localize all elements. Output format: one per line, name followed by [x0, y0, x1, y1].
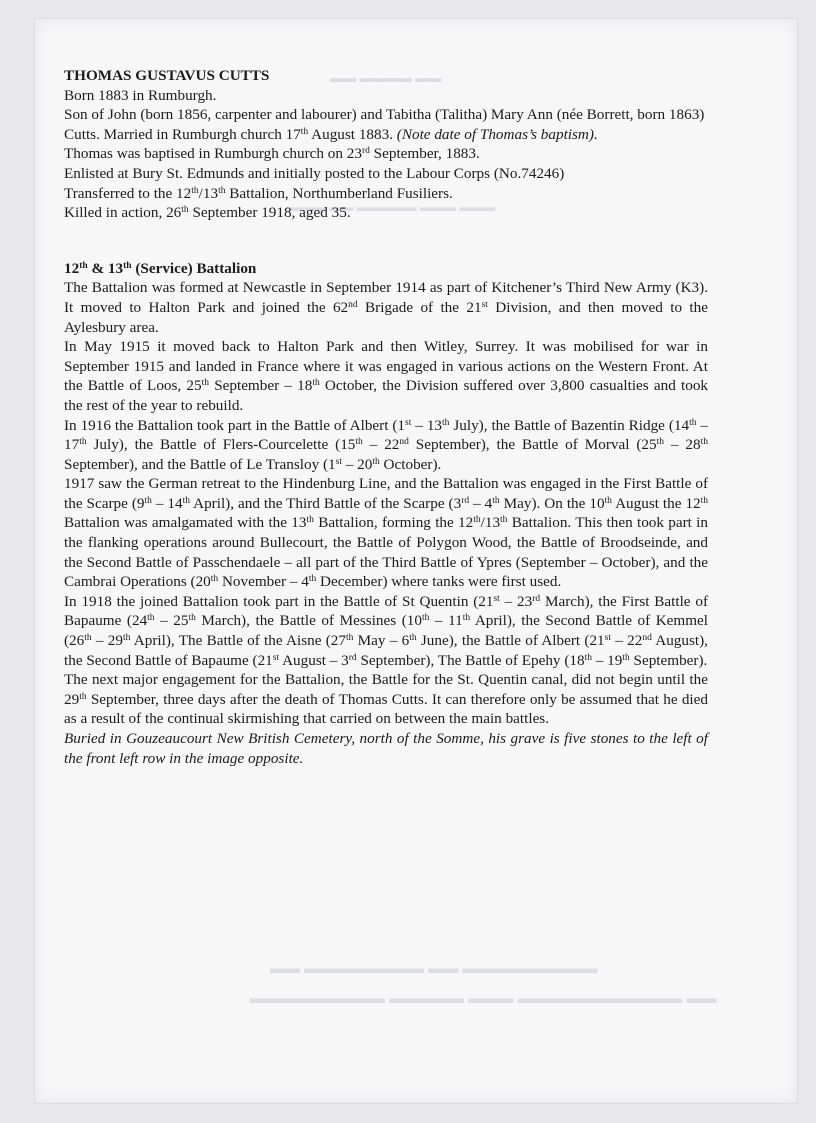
text-run: Thomas was baptised in Rumburgh church on 23	[64, 145, 362, 163]
ordinal-suffix: th	[147, 613, 155, 624]
ordinal-suffix: th	[188, 613, 196, 624]
ordinal-suffix: th	[689, 417, 697, 428]
ordinal-suffix: th	[79, 691, 87, 702]
text-run: In 1916 the Battalion took part in the Battle of Albert (1	[64, 416, 406, 434]
text-run: August), the Second Battle of Bapaume (21	[64, 632, 708, 669]
ordinal-suffix: rd	[348, 652, 357, 663]
bio-line	[64, 203, 708, 223]
ordinal-suffix: th	[122, 633, 131, 644]
text-run: November – 4	[218, 573, 309, 591]
ordinal-suffix: th	[312, 378, 320, 389]
ordinal-suffix: th	[372, 456, 380, 467]
text-run: August – 3	[279, 651, 349, 669]
history-paragraph	[64, 337, 708, 415]
text-run: In 1918 the joined Battalion took part in the Battle of St Quentin (21	[64, 592, 494, 610]
ordinal-suffix: rd	[461, 495, 470, 506]
bleed-through-text-low2: ▬▬ ▬▬▬▬▬▬▬▬▬▬▬ ▬▬▬ ▬▬▬▬▬ ▬▬▬▬▬▬▬▬▬	[250, 990, 717, 1007]
text-run: Battalion. This then took part in the flanking operations around Bullecourt, the Battle of Polygon Wood, the Battle of Broodseinde, and the Second Battle of Passchendaele – all part of the Third Battle of Ypres (September – October), and the Cambrai Operations (20	[64, 514, 708, 591]
text-run: September), and the Battle of Le Transloy (1	[64, 455, 336, 473]
text-run: – 23	[499, 592, 533, 610]
text-run: – 22	[362, 436, 400, 454]
ordinal-suffix: th	[201, 378, 209, 389]
text-run: (Service) Battalion	[131, 259, 257, 277]
text-run: – 19	[591, 651, 623, 669]
page-title: THOMAS GUSTAVUS CUTTS	[64, 67, 270, 84]
text-run: – 11	[429, 612, 463, 630]
ordinal-suffix: st	[493, 593, 500, 604]
text-run: September – 18	[209, 377, 313, 395]
ordinal-suffix: th	[191, 185, 199, 196]
bleed-through-text-mid: ▬▬▬ ▬▬▬ ▬▬▬▬▬ ▬▬ ▬▬▬	[290, 200, 496, 214]
text-run: September, 1883.	[369, 145, 480, 163]
battalion-history	[64, 278, 708, 768]
text-run: Battalion was amalgamated with the 13	[64, 514, 307, 532]
text-run: & 13	[87, 259, 124, 277]
text-run: The Battalion was formed at Newcastle in September 1914 as part of Kitchener’s Third New Army (K3). It moved to Halton Park and joined the 62	[64, 279, 708, 316]
ordinal-suffix: th	[700, 495, 709, 506]
ordinal-suffix: th	[79, 260, 88, 271]
text-run: – 17	[64, 416, 709, 454]
section-heading	[64, 259, 708, 279]
bleed-through-text-low: ▬▬▬▬▬▬▬▬▬ ▬▬ ▬▬▬▬▬▬▬▬ ▬▬	[270, 960, 598, 977]
italic-note: Buried in Gouzeaucourt New British Cemetery, north of the Somme, his grave is five stones to the left of the front left row in the image opposite.	[64, 730, 708, 767]
text-run: – 14	[151, 494, 183, 512]
text-run: May). On the 10	[499, 494, 605, 512]
document-body	[64, 66, 708, 768]
ordinal-suffix: nd	[348, 299, 358, 310]
text-run: August the 12	[611, 494, 701, 512]
spacer	[64, 223, 708, 259]
text-run: December) where tanks were first used.	[316, 573, 562, 591]
ordinal-suffix: th	[79, 437, 87, 448]
text-run: /13	[480, 514, 501, 532]
ordinal-suffix: th	[442, 417, 450, 428]
text-run: May – 6	[353, 632, 410, 650]
text-run: Battalion, forming the 12	[313, 514, 474, 532]
ordinal-suffix: nd	[399, 437, 409, 448]
text-run: The next major engagement for the Battalion, the Battle for the St. Quentin canal, did not begin until the 29	[64, 671, 708, 708]
ordinal-suffix: th	[210, 574, 219, 585]
ordinal-suffix: th	[622, 652, 630, 663]
text-run: Born 1883 in Rumburgh.	[64, 86, 217, 104]
burial-note	[64, 729, 708, 768]
ordinal-suffix: nd	[642, 633, 652, 644]
text-run: October, the Division suffered over 3,800 casualties and took the rest of the year to rebuild.	[64, 377, 709, 414]
ordinal-suffix: th	[462, 613, 471, 624]
ordinal-suffix: st	[604, 633, 611, 644]
ordinal-suffix: st	[481, 299, 488, 310]
text-run: Brigade of the 21	[357, 298, 482, 316]
text-run: – 29	[91, 632, 123, 650]
italic-note: (Note date of Thomas’s baptism).	[396, 125, 598, 143]
ordinal-suffix: th	[473, 515, 481, 526]
text-run: October).	[379, 455, 442, 473]
ordinal-suffix: th	[306, 515, 314, 526]
history-paragraph	[64, 278, 708, 337]
text-run: September 1918, aged 35.	[188, 204, 351, 222]
ordinal-suffix: th	[700, 437, 708, 448]
ordinal-suffix: th	[492, 495, 500, 506]
ordinal-suffix: th	[604, 495, 612, 506]
text-run: – 20	[341, 455, 373, 473]
text-run: 12	[64, 259, 80, 277]
history-paragraph	[64, 474, 708, 592]
ordinal-suffix: th	[500, 515, 508, 526]
text-run: 1917 saw the German retreat to the Hindenburg Line, and the Battalion was engaged in the First Battle of the Scarpe (9	[64, 475, 708, 512]
bio-line	[64, 86, 708, 106]
ordinal-suffix: st	[405, 417, 412, 428]
text-run: Killed in action, 26	[64, 204, 182, 222]
text-run: April), and the Third Battle of the Scarpe (3	[189, 494, 462, 512]
text-run: April), the Second Battle of Kemmel (26	[64, 612, 709, 650]
text-run: September), The Battle of Epehy (18	[356, 651, 585, 669]
ordinal-suffix: th	[355, 437, 363, 448]
bio-line	[64, 164, 708, 184]
ordinal-suffix: rd	[532, 593, 541, 604]
text-run: April), The Battle of the Aisne (27	[130, 632, 346, 650]
ordinal-suffix: th	[84, 633, 92, 644]
ordinal-suffix: th	[218, 185, 226, 196]
biography-block	[64, 86, 708, 223]
ordinal-suffix: st	[335, 456, 342, 467]
text-run: July), the Battle of Bazentin Ridge (14	[449, 416, 690, 434]
text-run: June), the Battle of Albert (21	[416, 632, 605, 650]
history-paragraph	[64, 416, 708, 475]
ordinal-suffix: th	[346, 633, 354, 644]
bio-line	[64, 184, 708, 204]
ordinal-suffix: th	[584, 652, 592, 663]
text-run: September), the Battle of Morval (25	[408, 436, 657, 454]
text-run: March), the Battle of Messines (10	[195, 612, 422, 630]
text-run: /13	[198, 184, 219, 202]
ordinal-suffix: th	[182, 495, 190, 506]
history-paragraph	[64, 592, 708, 670]
bio-line	[64, 144, 708, 164]
text-run: – 4	[469, 494, 493, 512]
ordinal-suffix: th	[308, 574, 317, 585]
ordinal-suffix: rd	[361, 146, 370, 157]
text-run: In May 1915 it moved back to Halton Park and then Witley, Surrey. It was mobilised for war in September 1915 and landed in France where it was engaged in various actions on the Western Front. At the Battle of Loos, 25	[64, 338, 708, 395]
text-run: Division, and then moved to the Aylesbury area.	[64, 298, 708, 336]
text-run: August 1883.	[308, 125, 397, 143]
ordinal-suffix: th	[409, 633, 417, 644]
ordinal-suffix: th	[656, 437, 664, 448]
bio-line	[64, 105, 708, 144]
text-run: – 25	[154, 612, 189, 630]
text-run: July), the Battle of Flers-Courcelette (15	[86, 436, 356, 454]
text-run: September, three days after the death of Thomas Cutts. It can therefore only be assumed that he died as a result of the continual skirmishing that carried on between the main battles.	[64, 690, 708, 728]
text-run: Battalion, Northumberland Fusiliers.	[225, 184, 453, 202]
text-run: Transferred to the 12	[64, 184, 192, 202]
ordinal-suffix: th	[300, 126, 309, 137]
text-run: Enlisted at Bury St. Edmunds and initially posted to the Labour Corps (No.74246)	[64, 164, 565, 182]
bleed-through-text-top: ▬▬ ▬▬▬▬ ▬▬	[330, 70, 442, 85]
ordinal-suffix: th	[181, 205, 189, 216]
text-run: – 22	[610, 632, 643, 650]
text-run: – 28	[664, 436, 701, 454]
ordinal-suffix: th	[123, 260, 132, 271]
history-paragraph	[64, 670, 708, 729]
text-run: September).	[629, 651, 708, 669]
text-run: March), the First Battle of Bapaume (24	[64, 592, 709, 630]
ordinal-suffix: th	[421, 613, 430, 624]
text-run: – 13	[411, 416, 443, 434]
ordinal-suffix: th	[144, 495, 152, 506]
ordinal-suffix: st	[272, 652, 280, 663]
text-run: Son of John (born 1856, carpenter and labourer) and Tabitha (Talitha) Mary Ann (née Borrett, born 1863) Cutts. Married in Rumburgh church 17	[64, 106, 705, 143]
